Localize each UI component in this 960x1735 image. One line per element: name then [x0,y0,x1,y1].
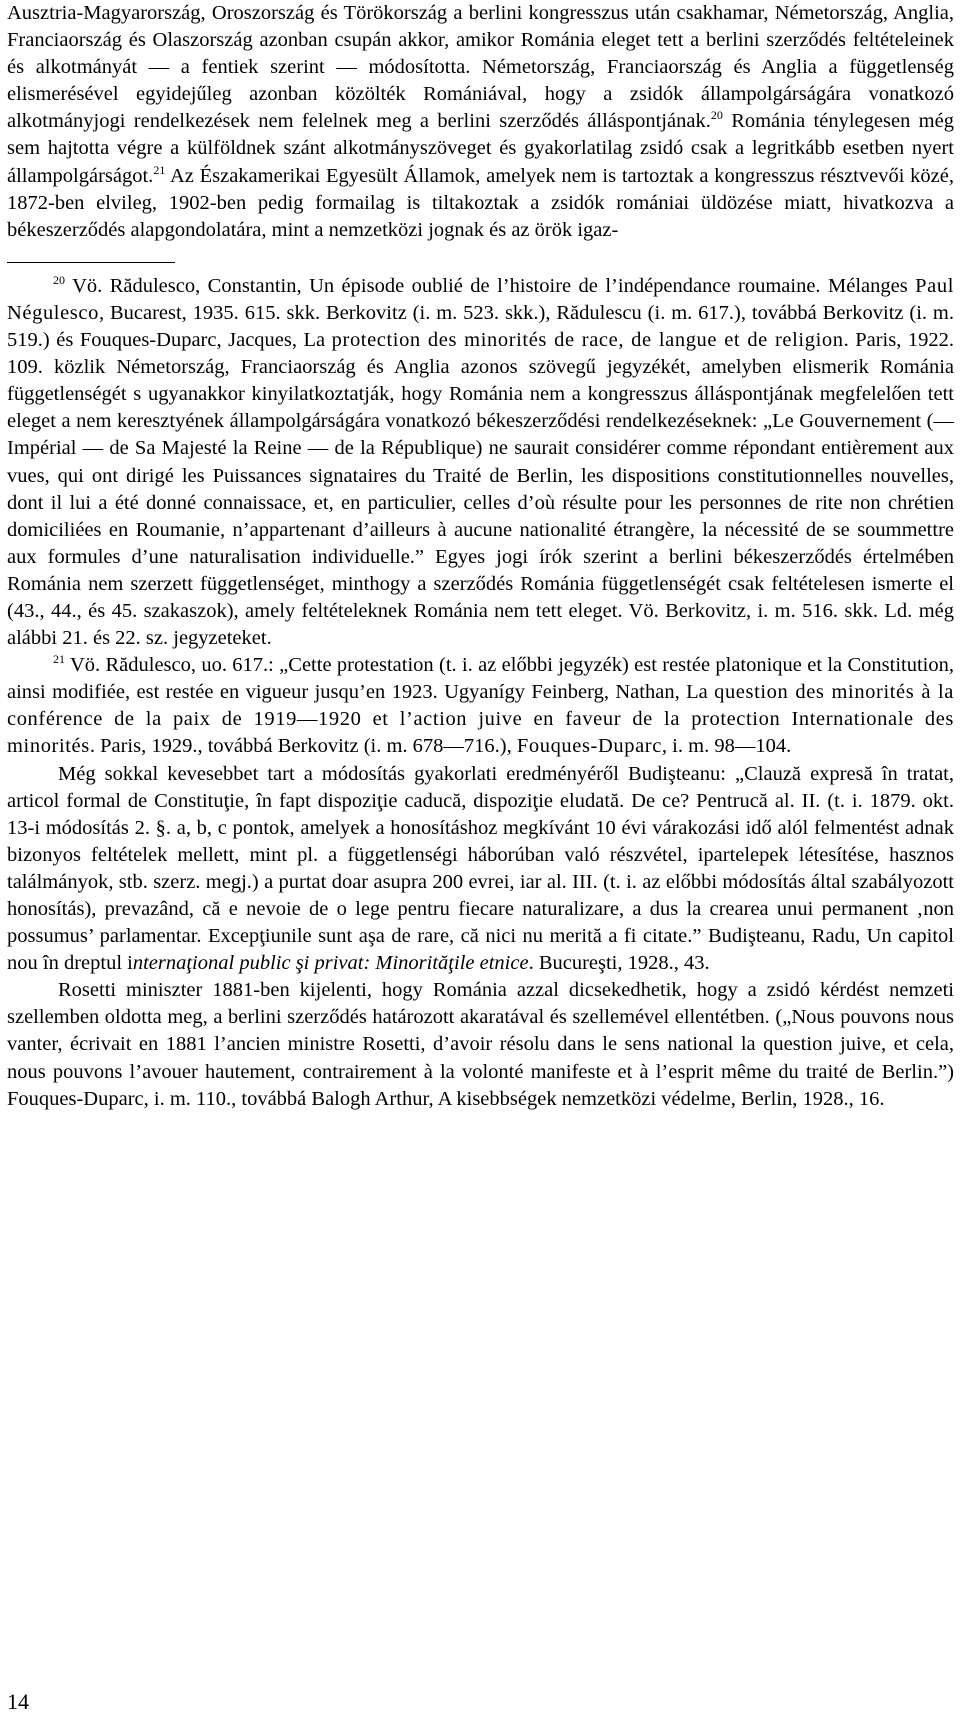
footnote-ref-20[interactable]: 20 [710,108,723,123]
footnote-21-text-3: , i. m. 98—104. [661,735,792,758]
main-text-part-3: Az Északamerikai Egyesült Államok, amelyek nem is tartoztak a kongresszus résztvevői közé, 1872-ben elvileg, 1902-ben pedig formailag is tiltakoztak a zsidók romániai üldözése miatt, hivatkozva a békeszerződés alapgondolatára, mint a nemzetközi jognak és az örök igaz- [7,164,954,241]
main-paragraph [7,0,954,244]
document-page [7,0,954,1113]
footnote-21-paragraph-2 [7,761,954,978]
footnote-20-number: 20 [53,273,65,288]
footnote-p2-italic-title: nternaţional public şi privat: Minorităţile etnice [132,952,529,975]
footnote-ref-21[interactable]: 21 [153,162,166,177]
footnote-21-text-2: . Paris, 1929., továbbá Berkovitz (i. m. 678—716.), [89,735,517,758]
footnote-p2-text-1: Még sokkal kevesebbet tart a módosítás gyakorlati eredményéről Budişteanu: „Clauză expresă în tratat, articol formal de Constituţie, în fapt dispoziţie caducă, dispoziţie eludată. De ce? Pentrucă al. II. (t. i. 1879. okt. 13-i módosítás 2. §. a, b, c pontok, amelyek a honosításhoz megkívánt 10 évi várakozási idő alól felmentést adnak bizonyos feltételek mellett, mint pl. a függetlenségi háborúban való részvétel, ipartelepek létesítése, hasznos találmányok, stb. szerz. megj.) a purtat doar asupra 200 evrei, iar al. III. (t. i. az előbbi módosítás által szabályozott honosítás), prevazând, că e nevoie de o lege pentru fiecare naturalizare, a dus la crearea unui permanent ‚non possumus’ parlamentar. Excepţiunile sunt aşa de rare, că nici nu merită a fi citate.” Budişteanu, Radu, Un capitol nou în dreptul i [7,762,954,975]
page-number: 14 [7,1689,29,1714]
footnote-21-paragraph-3 [7,977,954,1112]
footnote-20-text-2: , Bucarest, 1935. 615. skk. Berkovitz (i. m. 523. skk.), Rădulescu (i. m. 617.), továbbá Berkovitz (i. m. 519.) és Fouques-Duparc, Jacques, La [7,301,954,352]
footnote-separator [7,262,175,263]
footnote-20-spaced-1: Paul Négulesco [7,274,954,324]
footnote-20-spaced-2: protection des minorités de race, de langue et de religion [331,329,844,352]
main-text-part-1: Ausztria-Magyarország, Oroszország és Törökország a berlini kongresszus után csakhamar, Németország, Anglia, Franciaország és Olaszország azonban csupán akkor, amikor Románia eleget tett a berlini szerződés feltételeinek és alkotmányát — a fentiek szerint — módosította. Németország, Franciaország és Anglia a függetlenség elismerésével egyidejűleg azonban közölték Romániával, hogy a zsidók állampolgárságára vonatkozó alkotmányjogi rendelkezések nem felelnek meg a berlini szerződés álláspontjának. [7,2,954,133]
footnote-21 [7,652,954,760]
footnote-21-text-1: Vö. Rădulesco, uo. 617.: „Cette protestation (t. i. az előbbi jegyzék) est restée platonique et la Constitution, ainsi modifiée, est restée en vigueur jusqu’en 1923. Ugyanígy Feinberg, Nathan, La [7,654,954,704]
footnote-p2-text-2: . Bucureşti, 1928., 43. [528,952,710,975]
footnote-20-text-1: Vö. Rădulesco, Constantin, Un épisode oublié de l’histoire de l’indépendance roumaine. Mélanges [65,274,916,297]
footnote-21-spaced-1: question des minorités à la conférence de la paix de 1919—1920 et l’action juive en faveur de la protection Internationale des minorités [7,681,955,758]
main-text-part-2: Románia ténylegesen még sem hajtotta végre a külföldnek szánt alkotmányszöveget és gyakorlatilag zsidó csak a legritkább esetben nyert állampolgárságot. [7,110,954,187]
footnote-p3-text: Rosetti miniszter 1881-ben kijelenti, hogy Románia azzal dicsekedhetik, hogy a zsidó kérdést nemzeti szellemben oldotta meg, a berlini szerződés határozott akaratával és szellemével ellentétben. („Nous pouvons nous vanter, écrivait en 1881 l’ancien ministre Rosetti, d’avoir résolu dans le sens national la question juive, et cela, nous pouvons l’avouer hautement, contrairement à la volonté manifeste et à l’esprit même du traité de Berlin.”) Fouques-Duparc, i. m. 110., továbbá Balogh Arthur, A kisebbségek nemzetközi védelme, Berlin, 1928., 16. [7,979,954,1110]
footnote-20-text-3: . Paris, 1922. 109. közlik Németország, Franciaország és Anglia azonos szövegű jegyzékét, amelyben elismerik Románia függetlenségét s ugyanakkor kinyilatkoztatják, hogy Románia nem a kongresszus álláspontjának megfelelően tett eleget a nem keresztyének állampolgárságára vonatkozó békeszerződési rendelkezéseknek: „Le Gouvernement (— Impérial — de Sa Majesté la Reine — de la République) ne saurait considérer comme répondant entièrement aux vues, qui ont dirigé les Puissances signataires du Traité de Berlin, les dispositions constitutionnelles nouvelles, dont il lui a été donné connaissace, et, en particulier, celles d’où résulte pour les personnes de rite non chrétien domiciliées en Roumanie, n’appartenant d’ailleurs à aucune nationalité étrangère, la nécessité de se soummettre aux formules d’une naturalisation individuelle.” Egyes jogi írók szerint a berlini békeszerződés értelmében Románia nem szerzett függetlenséget, minthogy a szerződés Románia függetlenségét csak feltételesen ismerte el (43., 44., és 45. szakaszok), amely feltételeknek Románia nem tett eleget. Vö. Berkovitz, i. m. 516. skk. Ld. még alábbi 21. és 22. sz. jegyzeteket. [7,329,955,650]
footnote-21-number: 21 [53,652,65,667]
footnote-20 [7,273,954,652]
footnote-21-spaced-2: Fouques-Duparc [516,735,662,758]
